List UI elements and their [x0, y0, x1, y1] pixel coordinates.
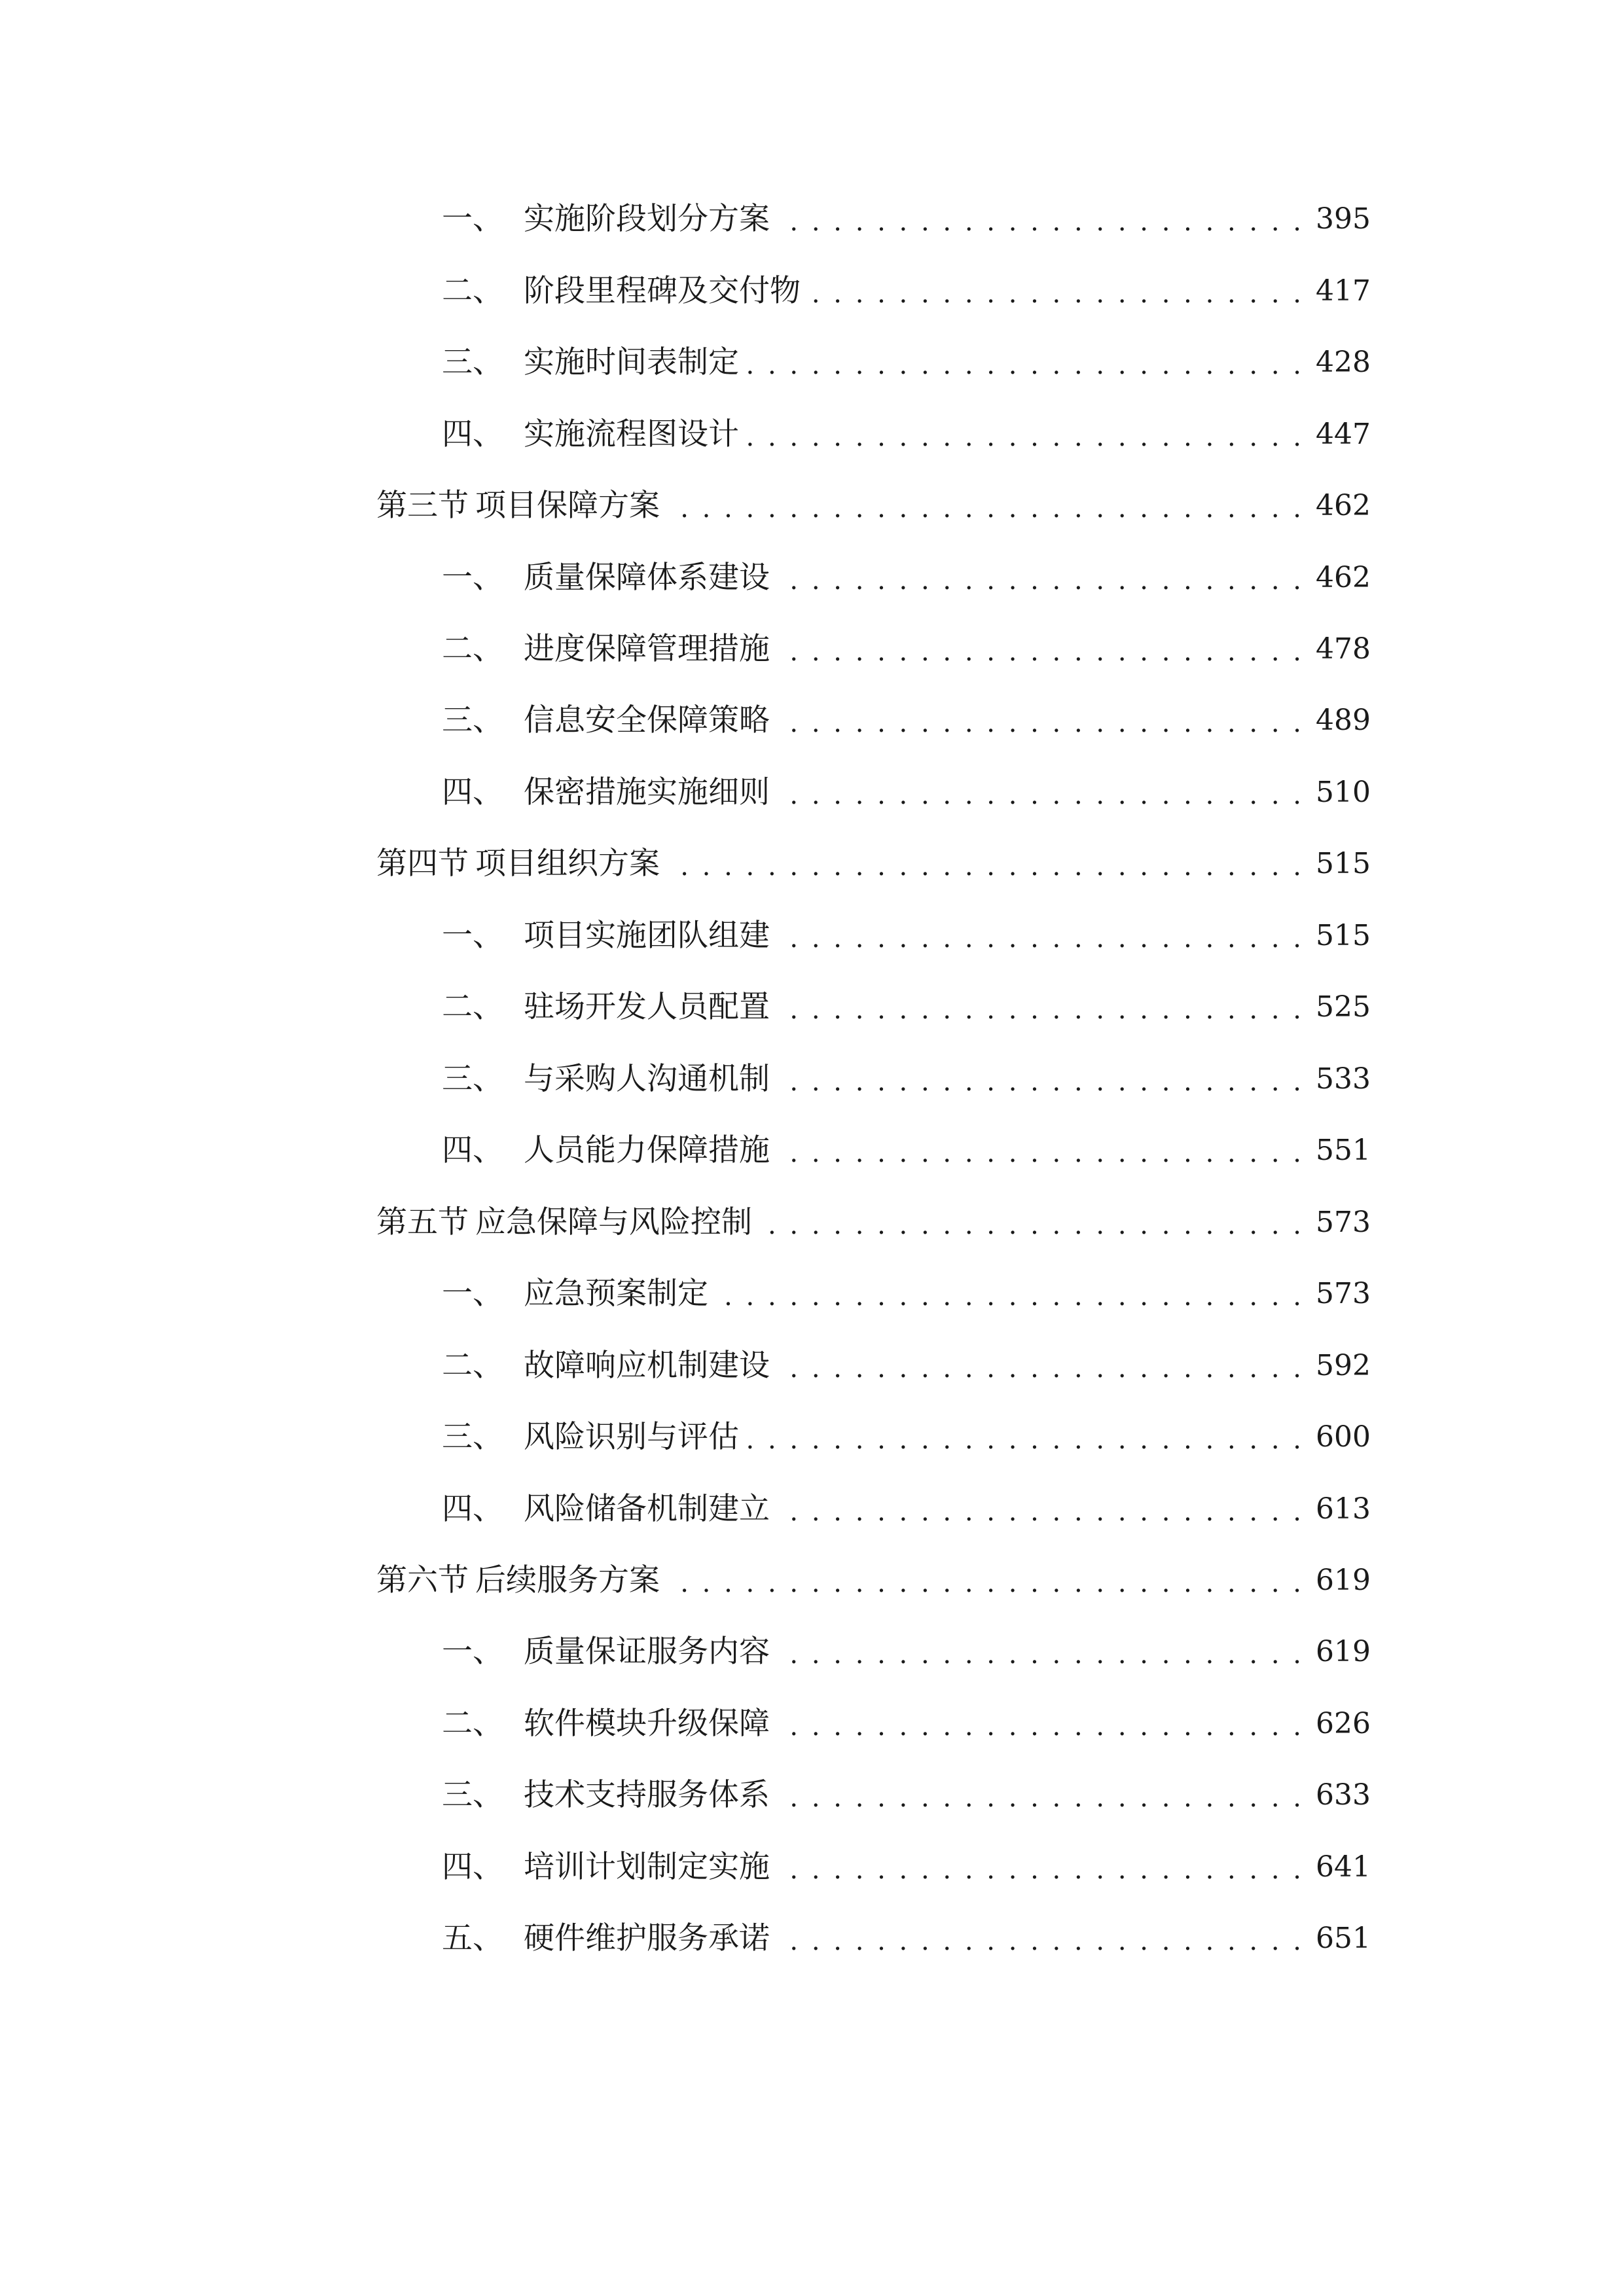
toc-entry-title: 软件模块升级保障	[524, 1706, 770, 1742]
toc-section-entry[interactable]	[376, 838, 1371, 890]
toc-leader-dots	[668, 1554, 1304, 1607]
toc-entry-page: 651	[1316, 1922, 1371, 1955]
toc-entry-page: 592	[1316, 1349, 1371, 1382]
toc-entry-number: 第五节	[376, 1204, 469, 1240]
toc-entry-page: 510	[1316, 776, 1371, 809]
toc-entry-number: 二、	[442, 273, 503, 309]
toc-entry[interactable]	[442, 265, 1371, 317]
toc-entry-title: 风险识别与评估	[524, 1419, 739, 1455]
toc-entry-page: 462	[1316, 489, 1371, 522]
toc-entry-number: 三、	[442, 1061, 503, 1097]
toc-leader-dots	[778, 1124, 1304, 1177]
toc-entry[interactable]	[442, 1626, 1371, 1678]
toc-leader-dots	[778, 1053, 1304, 1105]
toc-entry-page: 462	[1316, 561, 1371, 594]
toc-entry-number: 四、	[442, 1491, 503, 1527]
toc-leader-dots	[760, 1196, 1304, 1249]
toc-entry-title: 应急预案制定	[524, 1276, 708, 1312]
toc-entry-number: 一、	[442, 918, 503, 954]
toc-entry-page: 613	[1316, 1492, 1371, 1526]
toc-section-entry[interactable]	[376, 1554, 1371, 1607]
toc-entry[interactable]	[442, 1053, 1371, 1105]
toc-entry-page: 428	[1316, 346, 1371, 379]
toc-entry[interactable]	[442, 766, 1371, 819]
toc-entry-title: 质量保障体系建设	[524, 560, 770, 596]
toc-entry-page: 641	[1316, 1850, 1371, 1884]
toc-entry-title: 实施时间表制定	[524, 344, 739, 380]
toc-entry[interactable]	[442, 1769, 1371, 1821]
toc-entry[interactable]	[442, 623, 1371, 675]
toc-entry-number: 三、	[442, 1777, 503, 1813]
toc-entry[interactable]	[442, 694, 1371, 747]
toc-entry[interactable]	[442, 1912, 1371, 1965]
toc-entry-page: 478	[1316, 632, 1371, 666]
toc-leader-dots	[778, 193, 1304, 245]
toc-leader-dots	[778, 1912, 1304, 1965]
toc-leader-dots	[808, 265, 1304, 317]
toc-entry-page: 626	[1316, 1707, 1371, 1740]
toc-entry[interactable]	[442, 1841, 1371, 1893]
toc-entry[interactable]	[442, 1124, 1371, 1177]
toc-leader-dots	[668, 838, 1304, 890]
toc-entry-number: 一、	[442, 560, 503, 596]
toc-entry-number: 第四节	[376, 846, 469, 882]
toc-entry-number: 第六节	[376, 1562, 469, 1598]
toc-leader-dots	[778, 1698, 1304, 1750]
toc-entry-title: 项目组织方案	[475, 846, 660, 882]
toc-entry-title: 应急保障与风险控制	[475, 1204, 752, 1240]
toc-leader-dots	[778, 1626, 1304, 1678]
toc-entry-page: 551	[1316, 1134, 1371, 1167]
toc-entry-title: 驻场开发人员配置	[524, 989, 770, 1025]
toc-entry[interactable]	[442, 1268, 1371, 1320]
toc-entry[interactable]	[442, 981, 1371, 1033]
toc-leader-dots	[747, 1411, 1304, 1463]
toc-entry-page: 489	[1316, 704, 1371, 737]
toc-entry-number: 二、	[442, 631, 503, 667]
toc-leader-dots	[747, 336, 1304, 389]
toc-entry-title: 后续服务方案	[475, 1562, 660, 1598]
toc-entry-title: 阶段里程碑及交付物	[524, 273, 801, 309]
toc-entry-number: 四、	[442, 774, 503, 810]
toc-entry-number: 三、	[442, 702, 503, 738]
toc-leader-dots	[778, 766, 1304, 819]
toc-entry-number: 二、	[442, 1706, 503, 1742]
toc-entry-number: 第三节	[376, 488, 469, 524]
toc-entry-number: 一、	[442, 1634, 503, 1670]
toc-entry-number: 四、	[442, 1849, 503, 1885]
toc-entry-title: 实施阶段划分方案	[524, 201, 770, 237]
toc-entry-title: 项目保障方案	[475, 488, 660, 524]
toc-entry-page: 633	[1316, 1778, 1371, 1812]
toc-entry-page: 619	[1316, 1635, 1371, 1668]
toc-entry-page: 600	[1316, 1420, 1371, 1454]
toc-entry-title: 与采购人沟通机制	[524, 1061, 770, 1097]
toc-leader-dots	[778, 552, 1304, 604]
toc-entry-page: 515	[1316, 847, 1371, 880]
toc-entry[interactable]	[442, 1411, 1371, 1463]
toc-leader-dots	[778, 1841, 1304, 1893]
toc-entry-title: 项目实施团队组建	[524, 918, 770, 954]
toc-entry-page: 447	[1316, 418, 1371, 451]
toc-entry-title: 进度保障管理措施	[524, 631, 770, 667]
toc-leader-dots	[778, 1769, 1304, 1821]
toc-entry-page: 573	[1316, 1277, 1371, 1310]
toc-entry-number: 四、	[442, 416, 503, 452]
toc-entry-page: 395	[1316, 202, 1371, 236]
toc-entry-number: 三、	[442, 344, 503, 380]
toc-leader-dots	[668, 480, 1304, 532]
toc-entry-number: 三、	[442, 1419, 503, 1455]
toc-entry-title: 故障响应机制建设	[524, 1348, 770, 1384]
toc-entry-number: 二、	[442, 1348, 503, 1384]
toc-entry-title: 培训计划制定实施	[524, 1849, 770, 1885]
toc-entry[interactable]	[442, 910, 1371, 962]
toc-entry-number: 四、	[442, 1132, 503, 1168]
toc-leader-dots	[778, 1340, 1304, 1392]
toc-leader-dots	[778, 694, 1304, 747]
toc-entry-title: 风险储备机制建立	[524, 1491, 770, 1527]
toc-entry[interactable]	[442, 408, 1371, 461]
toc-entry-number: 二、	[442, 989, 503, 1025]
toc-entry-page: 417	[1316, 274, 1371, 308]
toc-section-entry[interactable]	[376, 1196, 1371, 1249]
toc-entry-title: 质量保证服务内容	[524, 1634, 770, 1670]
toc-entry[interactable]	[442, 193, 1371, 245]
toc-entry-number: 一、	[442, 201, 503, 237]
toc-leader-dots	[778, 1483, 1304, 1535]
toc-entry-title: 技术支持服务体系	[524, 1777, 770, 1813]
toc-section-entry[interactable]	[376, 480, 1371, 532]
toc-entry[interactable]	[442, 336, 1371, 389]
toc-entry-page: 515	[1316, 919, 1371, 952]
toc-leader-dots	[778, 981, 1304, 1033]
toc-entry-title: 信息安全保障策略	[524, 702, 770, 738]
toc-leader-dots	[778, 623, 1304, 675]
toc-leader-dots	[716, 1268, 1304, 1320]
toc-entry-number: 五、	[442, 1920, 503, 1956]
toc-entry-title: 实施流程图设计	[524, 416, 739, 452]
toc-entry[interactable]	[442, 1340, 1371, 1392]
toc-entry[interactable]	[442, 1483, 1371, 1535]
toc-entry-number: 一、	[442, 1276, 503, 1312]
toc-entry-page: 573	[1316, 1206, 1371, 1239]
toc-entry-title: 硬件维护服务承诺	[524, 1920, 770, 1956]
toc-entry[interactable]	[442, 1698, 1371, 1750]
toc-leader-dots	[747, 408, 1304, 461]
toc-entry[interactable]	[442, 552, 1371, 604]
toc-entry-page: 525	[1316, 990, 1371, 1024]
toc-leader-dots	[778, 910, 1304, 962]
toc-entry-page: 619	[1316, 1564, 1371, 1597]
toc-entry-page: 533	[1316, 1062, 1371, 1096]
toc-entry-title: 人员能力保障措施	[524, 1132, 770, 1168]
toc-entry-title: 保密措施实施细则	[524, 774, 770, 810]
